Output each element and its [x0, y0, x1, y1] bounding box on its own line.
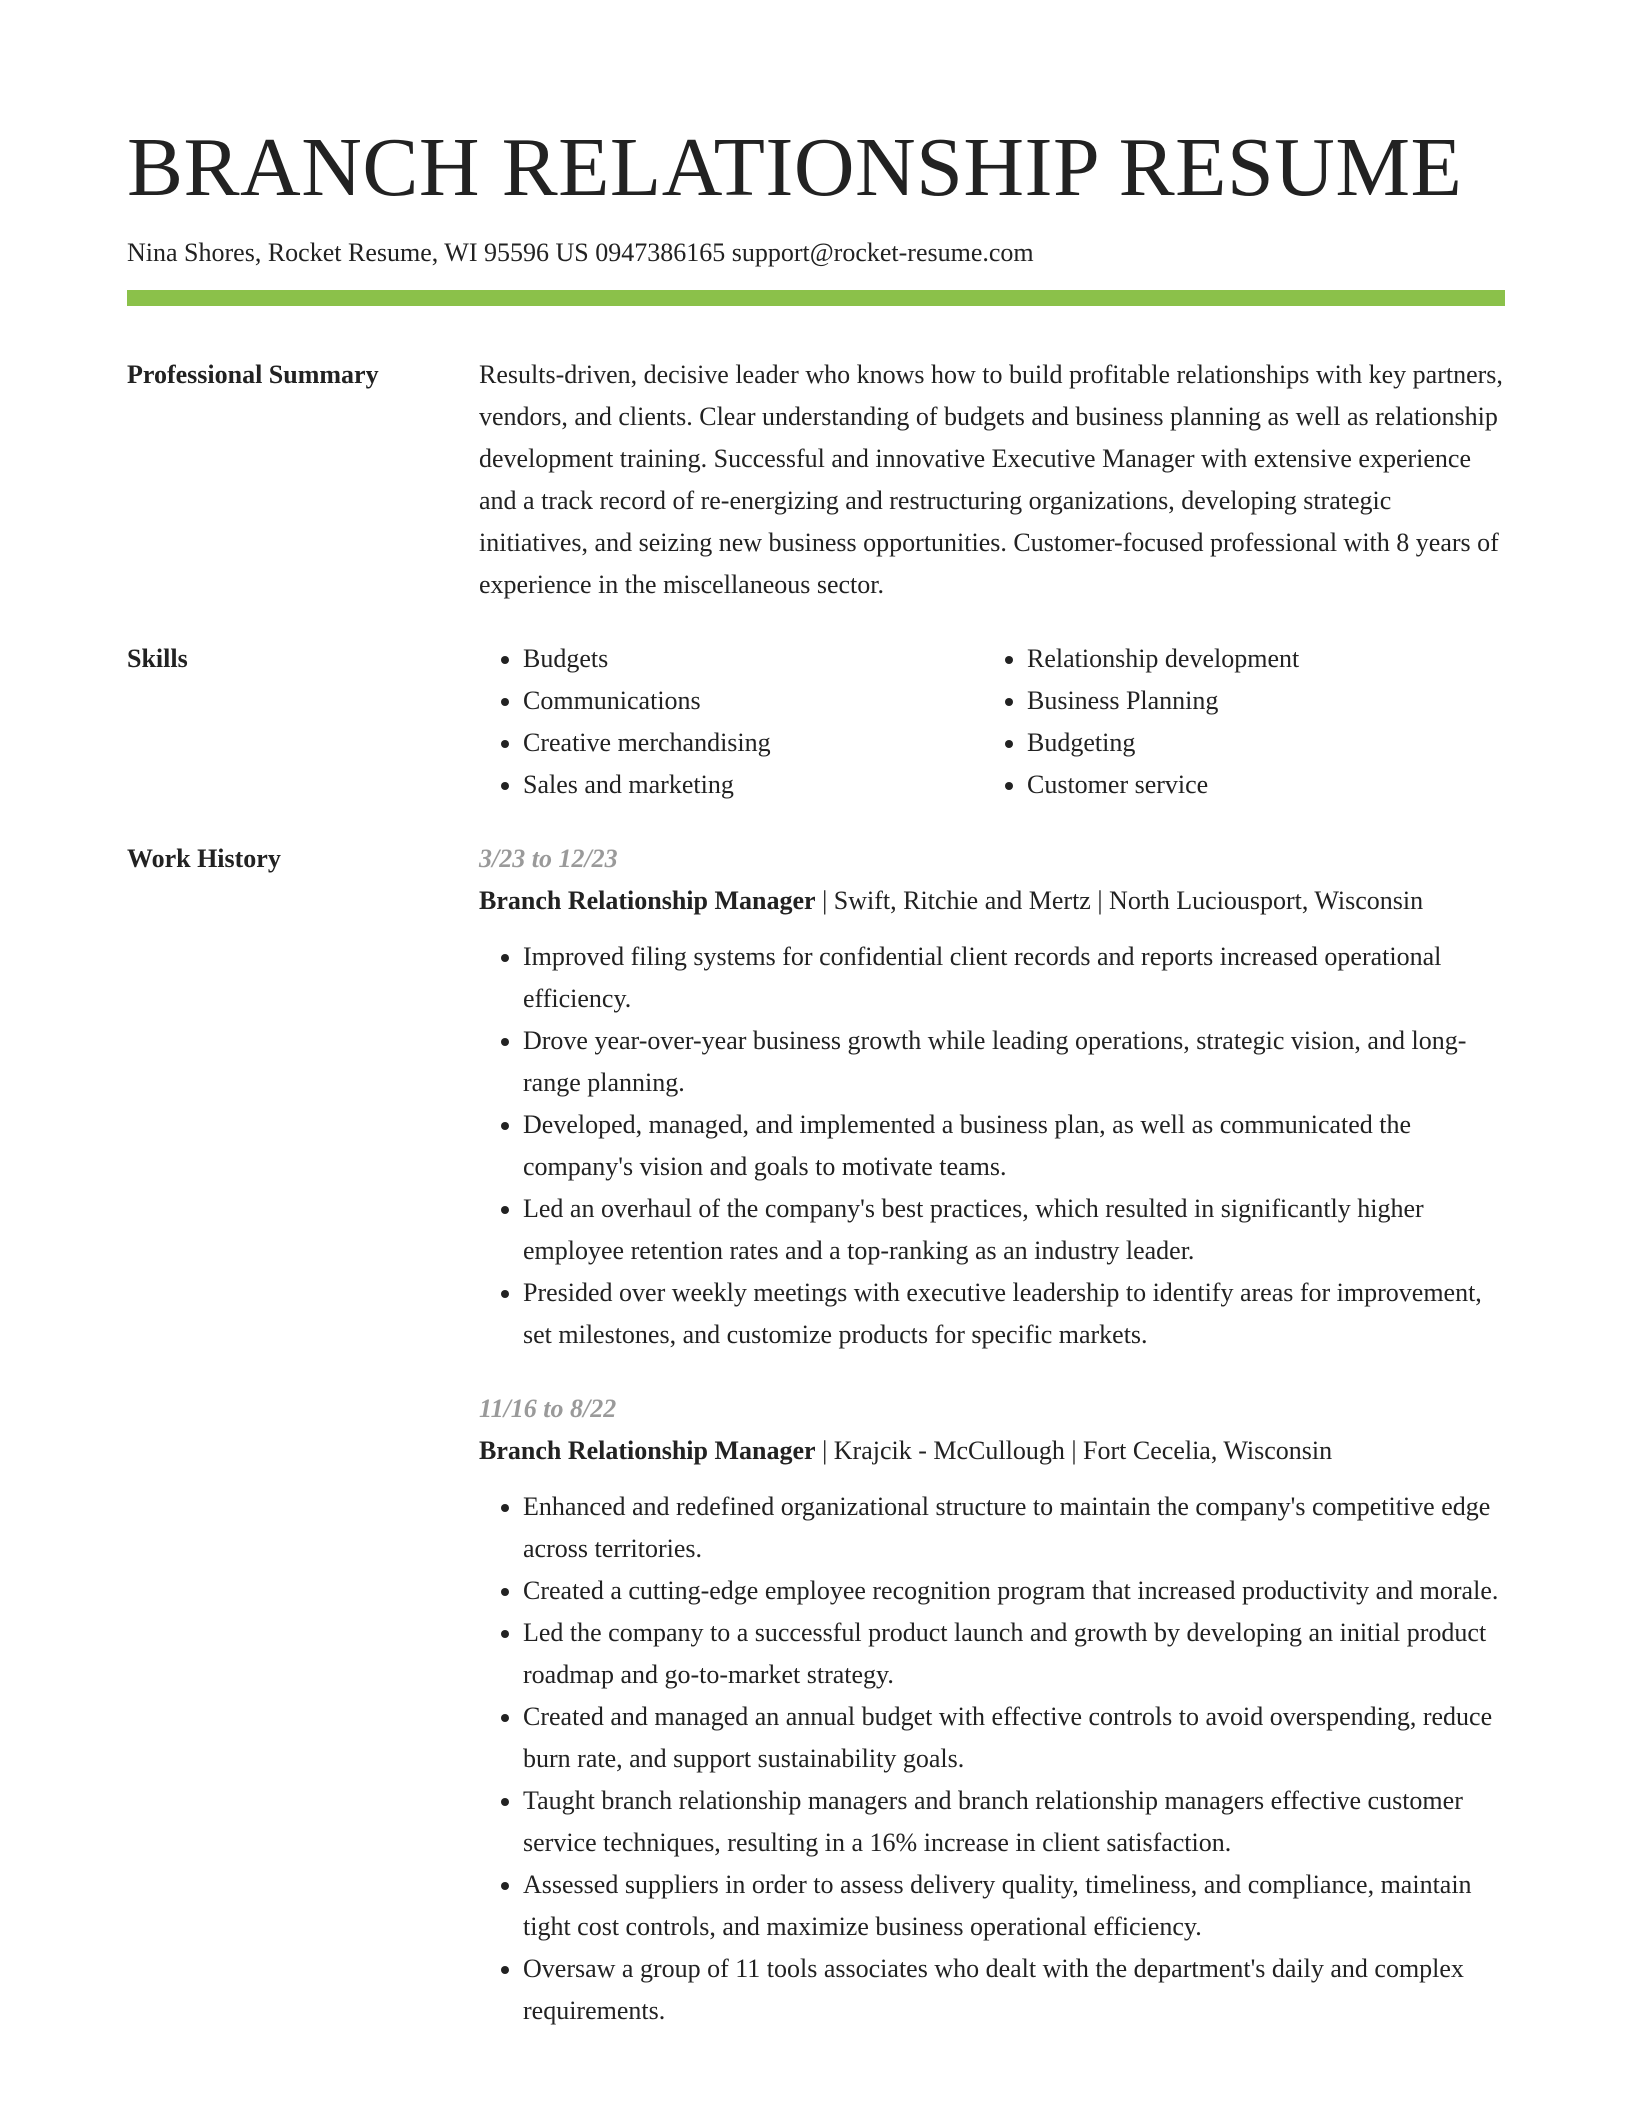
- job-entry: [479, 838, 1505, 1356]
- work-history-section: [127, 838, 1505, 2032]
- summary-section: [127, 354, 1505, 606]
- skill-item: • Budgets: [523, 638, 983, 680]
- summary-text: Results-driven, decisive leader who knows how to build profitable relationships with key partners, vendors, and clients. Clear understanding of budgets and business planning as well as relationship development training. Successful and innovative Executive Manager with extensive experience and a track record of re-energizing and restructuring organizations, developing strategic initiatives, and seizing new business opportunities. Customer-focused professional with 8 years of experience in the miscellaneous sector.: [479, 359, 1503, 599]
- skills-grid: [479, 638, 1505, 806]
- skill-item: • Budgeting: [1027, 722, 1487, 764]
- job-bullet: • Drove year-over-year business growth while leading operations, strategic vision, and long-range planning.: [523, 1020, 1505, 1104]
- job-bullet: • Led an overhaul of the company's best practices, which resulted in significantly higher employee retention rates and a top-ranking as an industry leader.: [523, 1188, 1505, 1272]
- skills-column-left: [479, 638, 983, 806]
- job-details: | Swift, Ritchie and Mertz | North Luciousport, Wisconsin: [815, 885, 1424, 915]
- skill-item: • Communications: [523, 680, 983, 722]
- job-bullet: • Oversaw a group of 11 tools associates who dealt with the department's daily and complex requirements.: [523, 1948, 1505, 2032]
- work-history-body: [479, 838, 1505, 2032]
- contact-location: WI 95596 US: [444, 238, 589, 267]
- skills-column-right: [983, 638, 1487, 806]
- job-dates: 11/16 to 8/22: [479, 1393, 617, 1423]
- job-heading: [479, 1430, 1505, 1472]
- contact-name: Nina Shores,: [127, 238, 262, 267]
- job-bullets: [479, 936, 1505, 1356]
- contact-email: support@rocket-resume.com: [731, 238, 1034, 267]
- job-title: Branch Relationship Manager: [479, 1435, 816, 1465]
- job-heading: [479, 880, 1505, 922]
- skills-section: [127, 638, 1505, 806]
- contact-phone: 0947386165: [595, 238, 726, 267]
- job-dates: 3/23 to 12/23: [479, 843, 618, 873]
- resume-title: BRANCH RELATIONSHIP RESUME: [127, 121, 1463, 214]
- job-bullet: • Taught branch relationship managers and branch relationship managers effective customer service techniques, resulting in a 16% increase in client satisfaction.: [523, 1780, 1505, 1864]
- job-bullet: • Enhanced and redefined organizational structure to maintain the company's competitive edge across territories.: [523, 1486, 1505, 1570]
- work-history-heading: Work History: [127, 843, 281, 873]
- contact-company: Rocket Resume,: [267, 238, 439, 267]
- job-bullets: [479, 1486, 1505, 2032]
- contact-line: [127, 236, 1505, 270]
- job-bullet: • Created and managed an annual budget with effective controls to avoid overspending, reduce burn rate, and support sustainability goals.: [523, 1696, 1505, 1780]
- job-bullet: • Assessed suppliers in order to assess delivery quality, timeliness, and compliance, maintain tight cost controls, and maximize business operational efficiency.: [523, 1864, 1505, 1948]
- skill-item: • Customer service: [1027, 764, 1487, 806]
- accent-divider: [127, 290, 1505, 306]
- job-entry: [479, 1388, 1505, 2032]
- job-bullet: • Led the company to a successful product launch and growth by developing an initial product roadmap and go-to-market strategy.: [523, 1612, 1505, 1696]
- skills-heading: Skills: [127, 643, 188, 673]
- job-details: | Krajcik - McCullough | Fort Cecelia, Wisconsin: [815, 1435, 1333, 1465]
- job-bullet: • Presided over weekly meetings with executive leadership to identify areas for improvement, set milestones, and customize products for specific markets.: [523, 1272, 1505, 1356]
- skill-item: • Business Planning: [1027, 680, 1487, 722]
- summary-heading: Professional Summary: [127, 359, 379, 389]
- skill-item: • Relationship development: [1027, 638, 1487, 680]
- job-bullet: • Developed, managed, and implemented a business plan, as well as communicated the company's vision and goals to motivate teams.: [523, 1104, 1505, 1188]
- job-bullet: • Created a cutting-edge employee recognition program that increased productivity and morale.: [523, 1570, 1505, 1612]
- job-title: Branch Relationship Manager: [479, 885, 816, 915]
- skill-item: • Creative merchandising: [523, 722, 983, 764]
- job-bullet: • Improved filing systems for confidential client records and reports increased operational efficiency.: [523, 936, 1505, 1020]
- skill-item: • Sales and marketing: [523, 764, 983, 806]
